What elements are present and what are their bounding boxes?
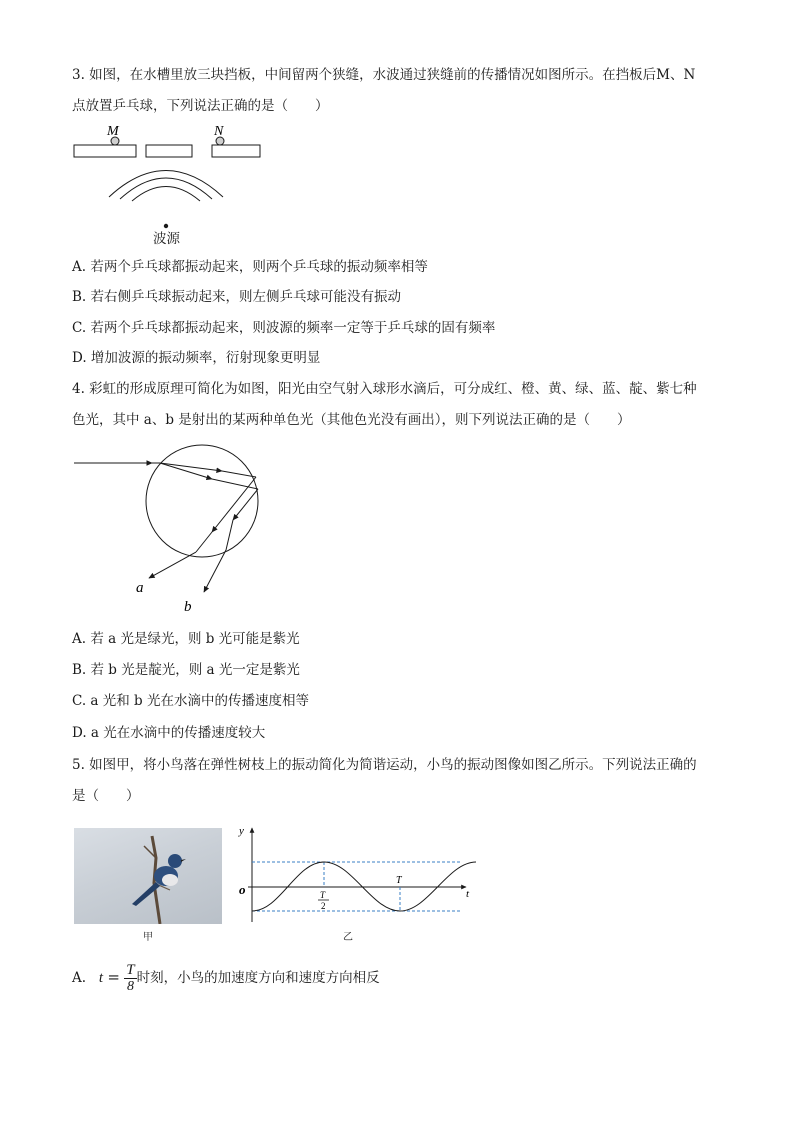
q5-caption-yi: 乙 [343, 932, 353, 943]
q5-option-a-eq: = [107, 968, 120, 986]
q5-t-label: t [466, 888, 470, 900]
q5-option-a-den: 8 [126, 979, 134, 994]
q5-stem-line2: 是（ ） [72, 788, 140, 804]
q4-stem-line2: 色光，其中 a、b 是射出的某两种单色光（其他色光没有画出），则下列说法正确的是（ ） [72, 412, 631, 428]
q5-option-a-var: t [98, 970, 104, 986]
q5-y-label: y [239, 825, 244, 837]
q5-origin-label: o [239, 882, 246, 897]
q4-option-c: C. a 光和 b 光在水滴中的传播速度相等 [72, 693, 309, 709]
q3-option-d: D. 增加波源的振动频率，衍射现象更明显 [72, 350, 321, 366]
q3-label-m: M [107, 124, 119, 139]
q5-option-a-text: 时刻，小鸟的加速度方向和速度方向相反 [136, 970, 380, 986]
q3-label-n: N [214, 124, 224, 139]
q3-option-b: B. 若右侧乒乓球振动起来，则左侧乒乓球可能没有振动 [72, 289, 402, 305]
q5-option-a-fraction [124, 962, 136, 995]
q5-tick-half-den: 2 [321, 901, 326, 911]
q3-label-source: 波源 [153, 231, 180, 247]
q5-option-a-num: T [126, 962, 135, 978]
q4-option-d: D. a 光在水滴中的传播速度较大 [72, 725, 266, 741]
q4-option-b: B. 若 b 光是靛光，则 a 光一定是紫光 [72, 662, 300, 678]
q5-stem-line1: 5. 如图甲，将小鸟落在弹性树枝上的振动简化为简谐运动，小鸟的振动图像如图乙所示。下列说法正确的 [72, 757, 697, 773]
q5-option-a [72, 960, 380, 995]
q3-option-a: A. 若两个乒乓球都振动起来，则两个乒乓球的振动频率相等 [72, 259, 428, 275]
q5-tick-half-num: T [320, 890, 326, 900]
q5-option-a-prefix: A. [72, 970, 87, 986]
q4-label-b: b [184, 599, 192, 615]
q4-option-a: A. 若 a 光是绿光，则 b 光可能是紫光 [72, 631, 300, 647]
q3-option-c: C. 若两个乒乓球都振动起来，则波源的频率一定等于乒乓球的固有频率 [72, 320, 496, 336]
q5-tick-T: T [396, 875, 402, 886]
q3-stem-line2: 点放置乒乓球，下列说法正确的是（ ） [72, 98, 329, 114]
q3-stem-line1: 3. 如图，在水槽里放三块挡板，中间留两个狭缝，水波通过狭缝前的传播情况如图所示。在挡板后M、N [72, 67, 696, 83]
q4-label-a: a [136, 580, 144, 596]
q5-caption-jia: 甲 [143, 932, 153, 943]
q4-stem-line1: 4. 彩虹的形成原理可简化为如图，阳光由空气射入球形水滴后，可分成红、橙、黄、绿、蓝、靛、紫七种 [72, 381, 697, 397]
